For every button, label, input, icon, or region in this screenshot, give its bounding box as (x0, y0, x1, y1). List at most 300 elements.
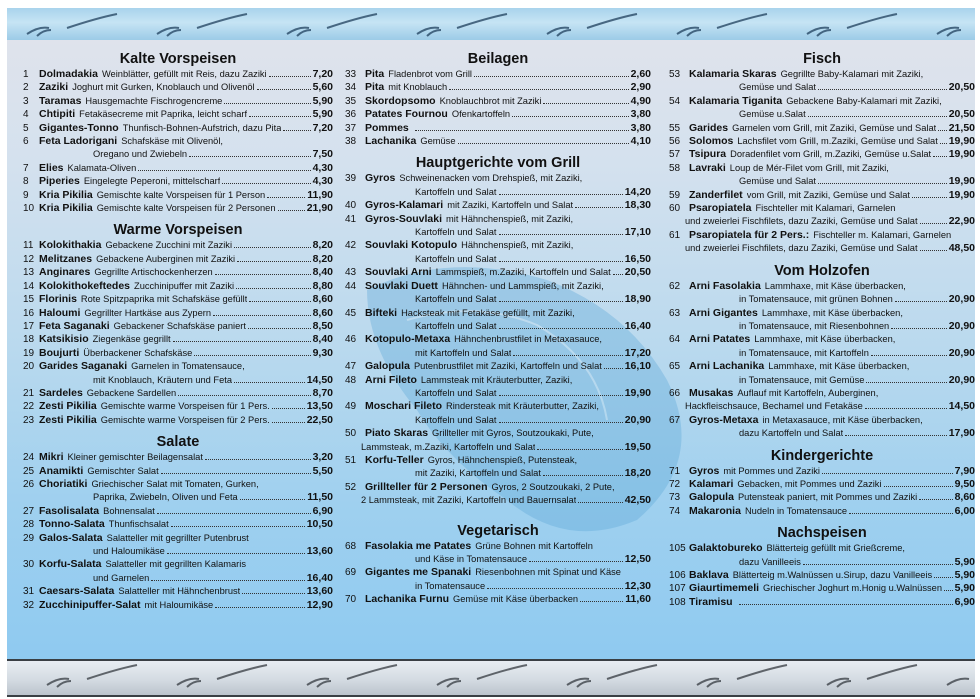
item-description-continued: Gemüse und Salat (739, 176, 817, 187)
item-price: 5,50 (312, 464, 333, 477)
item-name: Arni Fasolakia (689, 279, 761, 292)
item-description: Schweinenacken vom Drehspieß, mit Zaziki, (399, 173, 583, 184)
menu-item-continuation (669, 427, 975, 440)
item-name: Souvlaki Arni (365, 266, 432, 279)
item-number: 26 (23, 478, 35, 490)
item-description: mit Knoblauch (388, 82, 448, 93)
item-price: 7,90 (954, 464, 975, 477)
menu-item-row (669, 95, 975, 108)
item-number: 18 (23, 334, 35, 346)
item-name: Kalamaria Tiganita (689, 94, 783, 107)
item-price: 4,30 (312, 175, 333, 188)
item-price: 5,90 (954, 582, 975, 595)
item-name: Anamikti (39, 464, 84, 477)
item-price: 21,50 (948, 121, 975, 134)
item-price: 19,90 (948, 148, 975, 161)
item-price: 5,90 (954, 569, 975, 581)
leader-dots (537, 449, 622, 450)
item-name: Florinis (39, 293, 77, 306)
menu-item (669, 229, 975, 256)
item-description: Gegrillte Baby-Kalamari mit Zaziki, (780, 69, 924, 79)
item-price: 5,90 (954, 555, 975, 568)
item-name: Kotopulo-Metaxa (365, 333, 451, 346)
item-number: 57 (669, 149, 681, 161)
menu-item-row (345, 307, 651, 320)
menu-item-continuation (345, 347, 651, 360)
item-description-continued: in Tomatensauce, mit Kartoffeln (739, 347, 869, 358)
menu-item (669, 333, 975, 360)
item-name: Galopula (689, 491, 734, 504)
item-number: 61 (669, 229, 681, 241)
item-name: Kolokithakia (39, 239, 102, 252)
item-price: 11,50 (307, 491, 333, 504)
leader-dots (272, 408, 305, 409)
item-number: 58 (669, 162, 681, 174)
leader-dots (499, 328, 623, 329)
item-description: Bohnensalat (103, 505, 155, 516)
item-description: Gebackene Baby-Kalamari mit Zaziki, (786, 95, 942, 106)
menu-item (23, 122, 333, 135)
item-price: 13,50 (306, 400, 333, 413)
leader-dots (224, 103, 310, 104)
item-description: Gyros, 2 Soutzoukaki, 2 Pute, (491, 481, 615, 492)
menu-item (23, 175, 333, 188)
item-name: Zaziki (39, 81, 69, 94)
item-number: 73 (669, 492, 681, 504)
item-description: Gebacken, mit Pommes und Zaziki (737, 478, 882, 489)
menu-item-row (345, 68, 651, 81)
item-name: Tiramisu (689, 595, 733, 608)
menu-item-continuation (345, 320, 651, 333)
leader-dots (487, 588, 623, 589)
item-description-continued: mit Kartoffeln und Salat (415, 347, 512, 358)
item-name: Feta Ladorigani (39, 135, 118, 148)
item-price: 8,40 (312, 333, 333, 346)
menu-item (669, 582, 975, 595)
menu-item-row (23, 189, 333, 202)
item-number: 10 (23, 203, 35, 215)
menu-item-continuation (345, 580, 651, 593)
leader-dots (849, 513, 952, 514)
item-description: Weinblätter, gefüllt mit Reis, dazu Zaziki (101, 69, 267, 79)
leader-dots (237, 261, 310, 262)
menu-item (345, 199, 651, 212)
item-price: 8,60 (954, 491, 975, 504)
item-description: Lammhaxe, mit Käse überbacken, (764, 280, 906, 291)
menu-panel (7, 40, 975, 659)
leader-dots (944, 590, 953, 591)
item-name: Mikri (39, 451, 64, 464)
item-number: 53 (669, 69, 681, 80)
item-price: 14,20 (624, 185, 651, 198)
menu-item-continuation (669, 215, 975, 228)
item-description: Loup de Mér-Filet vom Grill, mit Zaziki, (729, 162, 889, 173)
menu-item-row (23, 465, 333, 478)
menu-item (23, 585, 333, 598)
menu-item (23, 108, 333, 121)
item-price: 42,50 (624, 494, 651, 507)
menu-item-row (23, 266, 333, 279)
item-description-continued: Gemüse und Salat (739, 82, 817, 93)
item-name: Arni Fileto (365, 373, 417, 386)
leader-dots (920, 250, 947, 251)
item-number: 46 (345, 334, 357, 346)
leader-dots (283, 130, 310, 131)
item-price: 3,80 (630, 121, 651, 134)
item-description-continued: Kartoffeln und Salat (415, 414, 497, 425)
menu-item-row (23, 239, 333, 252)
item-number: 44 (345, 280, 357, 292)
item-description-continued: mit Knoblauch, Kräutern und Feta (93, 374, 233, 385)
item-price: 13,60 (306, 545, 333, 557)
section-kalte-vorspeisen (23, 68, 333, 215)
item-name: Solomos (689, 135, 734, 148)
leader-dots (205, 459, 311, 460)
item-name: Gyros-Metaxa (689, 413, 759, 426)
section-fisch (669, 68, 975, 256)
menu-item-continuation (345, 414, 651, 427)
item-number: 50 (345, 428, 357, 440)
item-description-continued: Kartoffeln und Salat (415, 320, 497, 331)
menu-item-continuation (669, 242, 975, 255)
menu-item-continuation (669, 347, 975, 360)
item-name: Pita (365, 68, 385, 80)
item-name: Kria Pikilia (39, 202, 93, 215)
menu-item-row (669, 202, 975, 215)
item-number: 6 (23, 136, 29, 148)
menu-item (345, 135, 651, 148)
item-description: Knoblauchbrot mit Zaziki (439, 95, 542, 106)
item-number: 17 (23, 320, 35, 332)
item-description: Gegrillte Artischockenherzen (94, 267, 213, 278)
leader-dots (512, 116, 628, 117)
menu-item (669, 542, 975, 569)
item-price: 8,40 (312, 266, 333, 279)
item-number: 36 (345, 109, 357, 121)
menu-item-row (345, 593, 651, 606)
section-title-kalte-vorspeisen: Kalte Vorspeisen (119, 51, 237, 67)
menu-item (345, 593, 651, 606)
item-price: 20,50 (948, 81, 975, 94)
item-number: 70 (345, 594, 357, 606)
item-name: Psaropiatela für 2 Pers.: (689, 228, 810, 241)
menu-item-row (23, 162, 333, 175)
menu-item (23, 599, 333, 612)
item-description-continued: 2 Lammsteak, mit Zaziki, Kartoffeln und Bauernsalat (361, 495, 577, 506)
leader-dots (138, 170, 310, 171)
item-description: mit Pommes und Zaziki (723, 465, 820, 476)
item-number: 63 (669, 307, 681, 319)
menu-item-continuation (345, 253, 651, 266)
section-nachspeisen (669, 542, 975, 609)
item-name: Lachanika Furnu (365, 593, 450, 606)
item-name: Feta Saganaki (39, 319, 110, 332)
item-name: Melitzanes (39, 252, 93, 265)
menu-item-row (345, 427, 651, 440)
menu-item-row (23, 68, 333, 81)
menu-item-row (669, 569, 975, 582)
item-description: Garnelen vom Grill, mit Zaziki, Gemüse und Salat (732, 122, 937, 133)
menu-item-continuation (345, 494, 651, 507)
leader-dots (575, 207, 623, 208)
item-price: 8,60 (312, 293, 333, 306)
item-description: Salatteller mit gegrillten Kalamaris (105, 559, 246, 570)
menu-item (23, 68, 333, 81)
menu-item-row (669, 465, 975, 478)
menu-item-row (669, 229, 975, 242)
leader-dots (499, 422, 623, 423)
menu-item-row (23, 175, 333, 188)
menu-item-row (23, 400, 333, 413)
menu-item (23, 320, 333, 333)
item-price: 8,20 (312, 252, 333, 265)
item-description-continued: Kartoffeln und Salat (415, 387, 497, 398)
item-name: Arni Gigantes (689, 306, 758, 319)
item-description: Blätterteig gefüllt mit Grießcreme, (766, 543, 905, 554)
leader-dots (272, 422, 305, 423)
item-description: Hähnchen- und Lammspieß, mit Zaziki, (441, 280, 604, 291)
item-description: mit Haloumikäse (144, 599, 214, 610)
menu-item-continuation (345, 186, 651, 199)
leader-dots (173, 341, 311, 342)
leader-dots (151, 580, 304, 581)
item-description: Gemüse mit Käse überbacken (453, 594, 579, 605)
item-number: 29 (23, 532, 35, 544)
item-description: Riesenbohnen mit Spinat und Käse (475, 567, 621, 578)
leader-dots (474, 76, 629, 77)
leader-dots (269, 76, 311, 77)
item-name: Skordopsomo (365, 94, 436, 107)
leader-dots (240, 499, 306, 500)
item-description-continued: und zweierlei Fischfilets, dazu Zaziki, Gemüse und Salat (685, 216, 918, 227)
item-description: Lammhaxe, mit Käse überbacken, (761, 307, 903, 318)
item-description: Gemischter Salat (87, 465, 159, 476)
item-name: Elies (39, 161, 64, 174)
item-price: 11,60 (625, 593, 651, 606)
item-name: Dolmadakia (39, 68, 98, 80)
menu-item (345, 374, 651, 401)
item-description: Lammsteak mit Kräuterbutter, Zaziki, (420, 374, 573, 385)
leader-dots (866, 382, 946, 383)
menu-column-1 (23, 50, 333, 612)
menu-item-row (23, 505, 333, 518)
item-number: 3 (23, 95, 29, 107)
leader-dots (578, 502, 622, 503)
item-price: 8,20 (312, 239, 333, 252)
item-description: mit Zaziki, Kartoffeln und Salat (447, 200, 574, 211)
menu-item-row (23, 599, 333, 612)
item-description-continued: in Tomatensauce (415, 580, 486, 591)
item-number: 34 (345, 82, 357, 94)
menu-item-row (23, 293, 333, 306)
item-number: 72 (669, 478, 681, 490)
item-description: Thunfischsalat (108, 519, 169, 530)
item-number: 40 (345, 200, 357, 212)
item-description: Hausgemachte Fischrogencreme (85, 95, 223, 106)
item-number: 14 (23, 280, 35, 292)
menu-item-row (23, 253, 333, 266)
item-price: 16,50 (624, 252, 651, 265)
item-name: Kalamaria Skaras (689, 68, 777, 80)
leader-dots (215, 607, 304, 608)
item-price: 12,50 (624, 553, 651, 565)
menu-item-continuation (23, 491, 333, 504)
item-description: Joghurt mit Gurken, Knoblauch und Olivenöl (72, 82, 255, 93)
menu-item-row (345, 540, 651, 553)
item-description: Gyros, Hähnchenspieß, Putensteak, (427, 454, 578, 465)
menu-item (669, 68, 975, 95)
item-name: Arni Patates (689, 333, 751, 346)
item-number: 12 (23, 253, 35, 265)
menu-item-row (345, 266, 651, 279)
item-number: 65 (669, 361, 681, 373)
menu-item (669, 596, 975, 609)
item-name: Sardeles (39, 386, 83, 399)
item-name: Tonno-Salata (39, 518, 105, 531)
menu-item (23, 189, 333, 202)
menu-item (23, 558, 333, 585)
menu-item (669, 307, 975, 334)
item-description: Salatteller mit Hähnchenbrust (118, 586, 241, 597)
item-number: 38 (345, 136, 357, 148)
menu-item-row (345, 108, 651, 121)
menu-item-row (669, 162, 975, 175)
item-description-continued: Kartoffeln und Salat (415, 294, 497, 305)
leader-dots (739, 604, 953, 605)
item-price: 12,30 (624, 579, 651, 592)
leader-dots (161, 473, 311, 474)
decorative-bottom-border (7, 659, 975, 697)
item-price: 14,50 (948, 400, 975, 413)
item-name: Fasolisalata (39, 504, 100, 517)
menu-item (345, 333, 651, 360)
item-number: 67 (669, 414, 681, 426)
item-name: Moschari Fileto (365, 400, 443, 413)
leader-dots (499, 194, 623, 195)
menu-item-row (345, 481, 651, 494)
leader-dots (580, 601, 623, 602)
item-number: 54 (669, 95, 681, 107)
menu-item-row (345, 374, 651, 387)
item-price: 17,10 (624, 226, 651, 239)
leader-dots (912, 197, 947, 198)
item-name: Souvlaki Duett (365, 279, 438, 292)
item-description-continued: Gemüse u.Salat (739, 109, 806, 120)
menu-item (23, 518, 333, 531)
section-hauptgerichte-grill (345, 172, 651, 507)
item-description-continued: Kartoffeln und Salat (415, 186, 497, 197)
item-price: 19,90 (948, 188, 975, 201)
menu-item (669, 505, 975, 518)
item-description: Lammspieß, m.Zaziki, Kartoffeln und Salat (435, 267, 611, 278)
leader-dots (215, 274, 311, 275)
item-name: Gyros-Souvlaki (365, 212, 443, 225)
menu-item-row (669, 542, 975, 555)
menu-item (23, 465, 333, 478)
leader-dots (222, 183, 310, 184)
menu-item (23, 202, 333, 215)
leader-dots (249, 301, 310, 302)
item-name: Choriatiki (39, 477, 88, 490)
item-description: Lammhaxe, mit Käse überbacken, (754, 334, 896, 345)
menu-item (23, 451, 333, 464)
item-price: 20,90 (948, 319, 975, 332)
item-price: 17,20 (624, 346, 651, 359)
menu-item (23, 162, 333, 175)
item-name: Korfu-Teller (365, 453, 424, 466)
item-name: Piato Skaras (365, 427, 429, 440)
menu-item (669, 135, 975, 148)
menu-item (669, 95, 975, 122)
leader-dots (449, 89, 628, 90)
leader-dots (178, 395, 310, 396)
section-title-kindergerichte: Kindergerichte (770, 447, 874, 464)
item-price: 6,90 (312, 504, 333, 517)
item-price: 8,80 (312, 279, 333, 292)
menu-item (345, 454, 651, 481)
item-number: 68 (345, 540, 357, 552)
item-description: vom Grill, mit Zaziki, Gemüse und Salat (746, 189, 910, 200)
leader-dots (249, 116, 310, 117)
item-number: 28 (23, 519, 35, 531)
item-number: 108 (669, 596, 686, 608)
item-number: 62 (669, 280, 681, 292)
item-number: 59 (669, 189, 681, 201)
menu-item-continuation (345, 441, 651, 454)
menu-item (23, 81, 333, 94)
menu-column-2 (345, 50, 651, 607)
menu-item-row (669, 387, 975, 400)
item-number: 56 (669, 136, 681, 148)
leader-dots (891, 328, 946, 329)
menu-item (669, 360, 975, 387)
section-title-vegetarisch: Vegetarisch (457, 522, 539, 539)
leader-dots (236, 288, 310, 289)
item-name: Musakas (689, 386, 734, 399)
menu-item (345, 566, 651, 593)
item-name: Makaronia (689, 504, 741, 517)
item-price: 9,50 (954, 477, 975, 490)
item-price: 7,20 (312, 121, 333, 134)
item-description-continued: Kartoffeln und Salat (415, 227, 497, 238)
item-description-continued: und Haloumikäse (93, 546, 165, 556)
menu-item-row (23, 558, 333, 571)
item-number: 74 (669, 505, 681, 517)
menu-item (345, 280, 651, 307)
item-description: Gebackene Auberginen mit Zaziki (96, 253, 236, 264)
wave-pattern-icon (7, 661, 975, 691)
menu-item (23, 532, 333, 559)
menu-item-row (345, 360, 651, 373)
item-name: Psaropiatela (689, 202, 752, 215)
leader-dots (934, 577, 952, 578)
item-number: 45 (345, 307, 357, 319)
item-name: Haloumi (39, 306, 81, 319)
menu-item-row (23, 518, 333, 531)
item-price: 8,60 (312, 306, 333, 319)
menu-item-continuation (345, 467, 651, 480)
item-number: 9 (23, 189, 29, 201)
menu-item (345, 213, 651, 240)
item-description: Fischteller mit Kalamari, Garnelen (755, 203, 896, 214)
item-number: 43 (345, 267, 357, 279)
menu-item-row (23, 532, 333, 545)
section-title-beilagen: Beilagen (467, 51, 529, 67)
menu-item-row (669, 414, 975, 427)
item-description-continued: dazu Vanilleeis (739, 556, 801, 567)
item-number: 5 (23, 122, 29, 134)
item-number: 8 (23, 176, 29, 188)
